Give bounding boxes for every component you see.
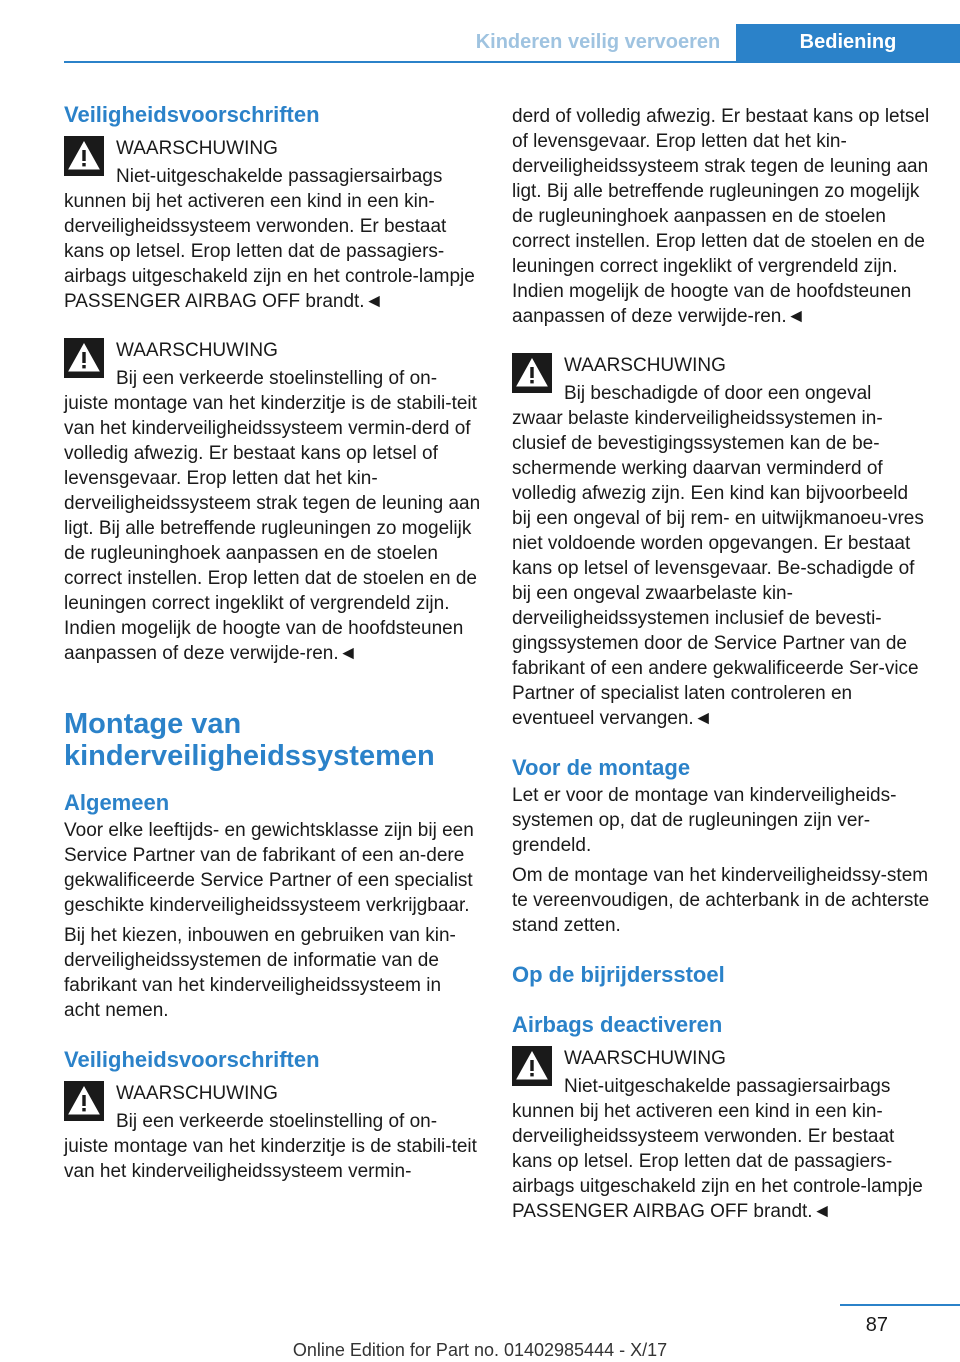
heading-montage: Montage van kinderveiligheidssystemen [64,708,435,772]
heading-safety: Veiligheidsvoorschriften [64,102,320,127]
warning-title: WAARSCHUWING [116,138,278,159]
warning-title: WAARSCHUWING [564,355,726,376]
warning-block [512,351,930,731]
header-chapter-tab: Bediening [736,24,960,61]
warning-text: juiste montage van het kinderzitje is de stabili-teit van het kinderveiligheidssysteem vermin- [64,1136,477,1182]
warning-triangle-icon [512,353,552,393]
heading-before-montage: Voor de montage [512,755,691,780]
heading-airbags-deactivate: Airbags deactiveren [512,1012,723,1037]
edition-footer: Online Edition for Part no. 01402985444 - X/17 [292,1340,668,1360]
warning-triangle-icon [64,136,104,176]
before-paragraph-2: Om de montage van het kinderveiligheidssy-stem te vereenvoudigen, de achterbank in de achterste stand zetten. [512,865,930,936]
warning-triangle-icon [512,1046,552,1086]
warning-triangle-icon [64,1081,104,1121]
warning-text-line: Niet-uitgeschakelde passagiersairbags [564,1076,891,1097]
warning-block [64,1079,482,1184]
warning-text-line: Bij een verkeerde stoelinstelling of on- [116,1111,438,1132]
warning-title: WAARSCHUWING [116,1083,278,1104]
heading-safety-2: Veiligheidsvoorschriften [64,1047,320,1072]
warning-text: juiste montage van het kinderzitje is de stabili-teit van het kinderveiligheidssysteem vermin-derd of volledig afwezig. Er bestaat kans op letsel of levensgevaar. Erop letten dat het kin-derveiligheidssysteem strak tegen de leuning aan ligt. Bij alle betreffende rugleuningen zo mogelijk de rugleuninghoek aanpassen en de stoelen correct instellen. Erop letten dat de stoelen en de leuningen correct ingeklikt of vergrendeld zijn. Indien mogelijk de hoogte van de hoofdsteunen aanpassen of deze verwijde-ren.◄ [64,393,481,664]
general-paragraph-2: Bij het kiezen, inbouwen en gebruiken van kin-derveiligheidssystemen de informatie van de fabrikant van het kinderveiligheidssysteem in acht nemen. [64,925,456,1021]
warning-block [512,1044,930,1224]
warning-text-line: Bij beschadigde of door een ongeval [564,383,872,404]
warning-text: kunnen bij het activeren een kind in een kin-derveiligheidssysteem verwonden. Er bestaat kans op letsel. Erop letten dat de passagiers-airbags uitgeschakeld zijn en het controle-lampje PASSENGER AIRBAG OFF brandt.◄ [512,1101,923,1222]
warning-text: zwaar belaste kinderveiligheidssystemen in-clusief de bevestigingssystemen kan de be-schermende werking daarvan verminderd of volledig afwezig zijn. Een kind kan bijvoorbeeld bij een ongeval of bij rem- en uitwijkmanoeu-vres niet voldoende worden opgevangen. Er bestaat kans op letsel of levensgevaar. Be-schadigde of bij een ongeval zwaarbelaste kin-derveiligheidssystemen inclusief de bevesti-gingssystemen door de Service Partner van de fabrikant of een andere gekwalificeerde Ser-vice Partner of specialist laten controleren en eventueel vervangen.◄ [512,408,924,729]
warning-triangle-icon [64,338,104,378]
warning-text-line: Niet-uitgeschakelde passagiersairbags [116,166,443,187]
header-rule [64,61,960,63]
heading-general: Algemeen [64,790,170,815]
footer-rule [840,1304,960,1306]
warning-block [64,336,482,666]
heading-passenger-seat: Op de bijrijdersstoel [512,962,725,987]
warning-title: WAARSCHUWING [116,340,278,361]
warning-title: WAARSCHUWING [564,1048,726,1069]
left-column [64,100,482,1184]
warning-text-line: Bij een verkeerde stoelinstelling of on- [116,368,438,389]
continued-warning-text: derd of volledig afwezig. Er bestaat kans op letsel of levensgevaar. Erop letten dat het kin-derveiligheidssysteem strak tegen de leuning aan ligt. Bij alle betreffende rugleuningen zo mogelijk de rugleuninghoek aanpassen en de stoelen correct instellen. Erop letten dat de stoelen en de leuningen correct ingeklikt of vergrendeld zijn. Indien mogelijk de hoogte van de hoofdsteunen aanpassen of deze verwijde-ren.◄ [512,106,930,327]
general-paragraph-1: Voor elke leeftijds- en gewichtsklasse zijn bij een Service Partner van de fabrikant of een an-dere gekwalificeerde Service Partner of een specialist geschikte kinderveiligheidssysteem verkrijgbaar. [64,820,474,916]
page-number: 87 [865,1314,888,1336]
right-column [512,104,930,1224]
before-paragraph-1: Let er voor de montage van kinderveiligheids-systemen op, dat de rugleuningen zijn ver-grendeld. [512,785,897,856]
warning-text: kunnen bij het activeren een kind in een kin-derveiligheidssysteem verwonden. Er bestaat kans op letsel. Erop letten dat de passagiers-airbags uitgeschakeld zijn en het controle-lampje PASSENGER AIRBAG OFF brandt.◄ [64,191,475,312]
header-section-title: Kinderen veilig vervoeren [475,31,721,53]
warning-block [64,134,482,314]
